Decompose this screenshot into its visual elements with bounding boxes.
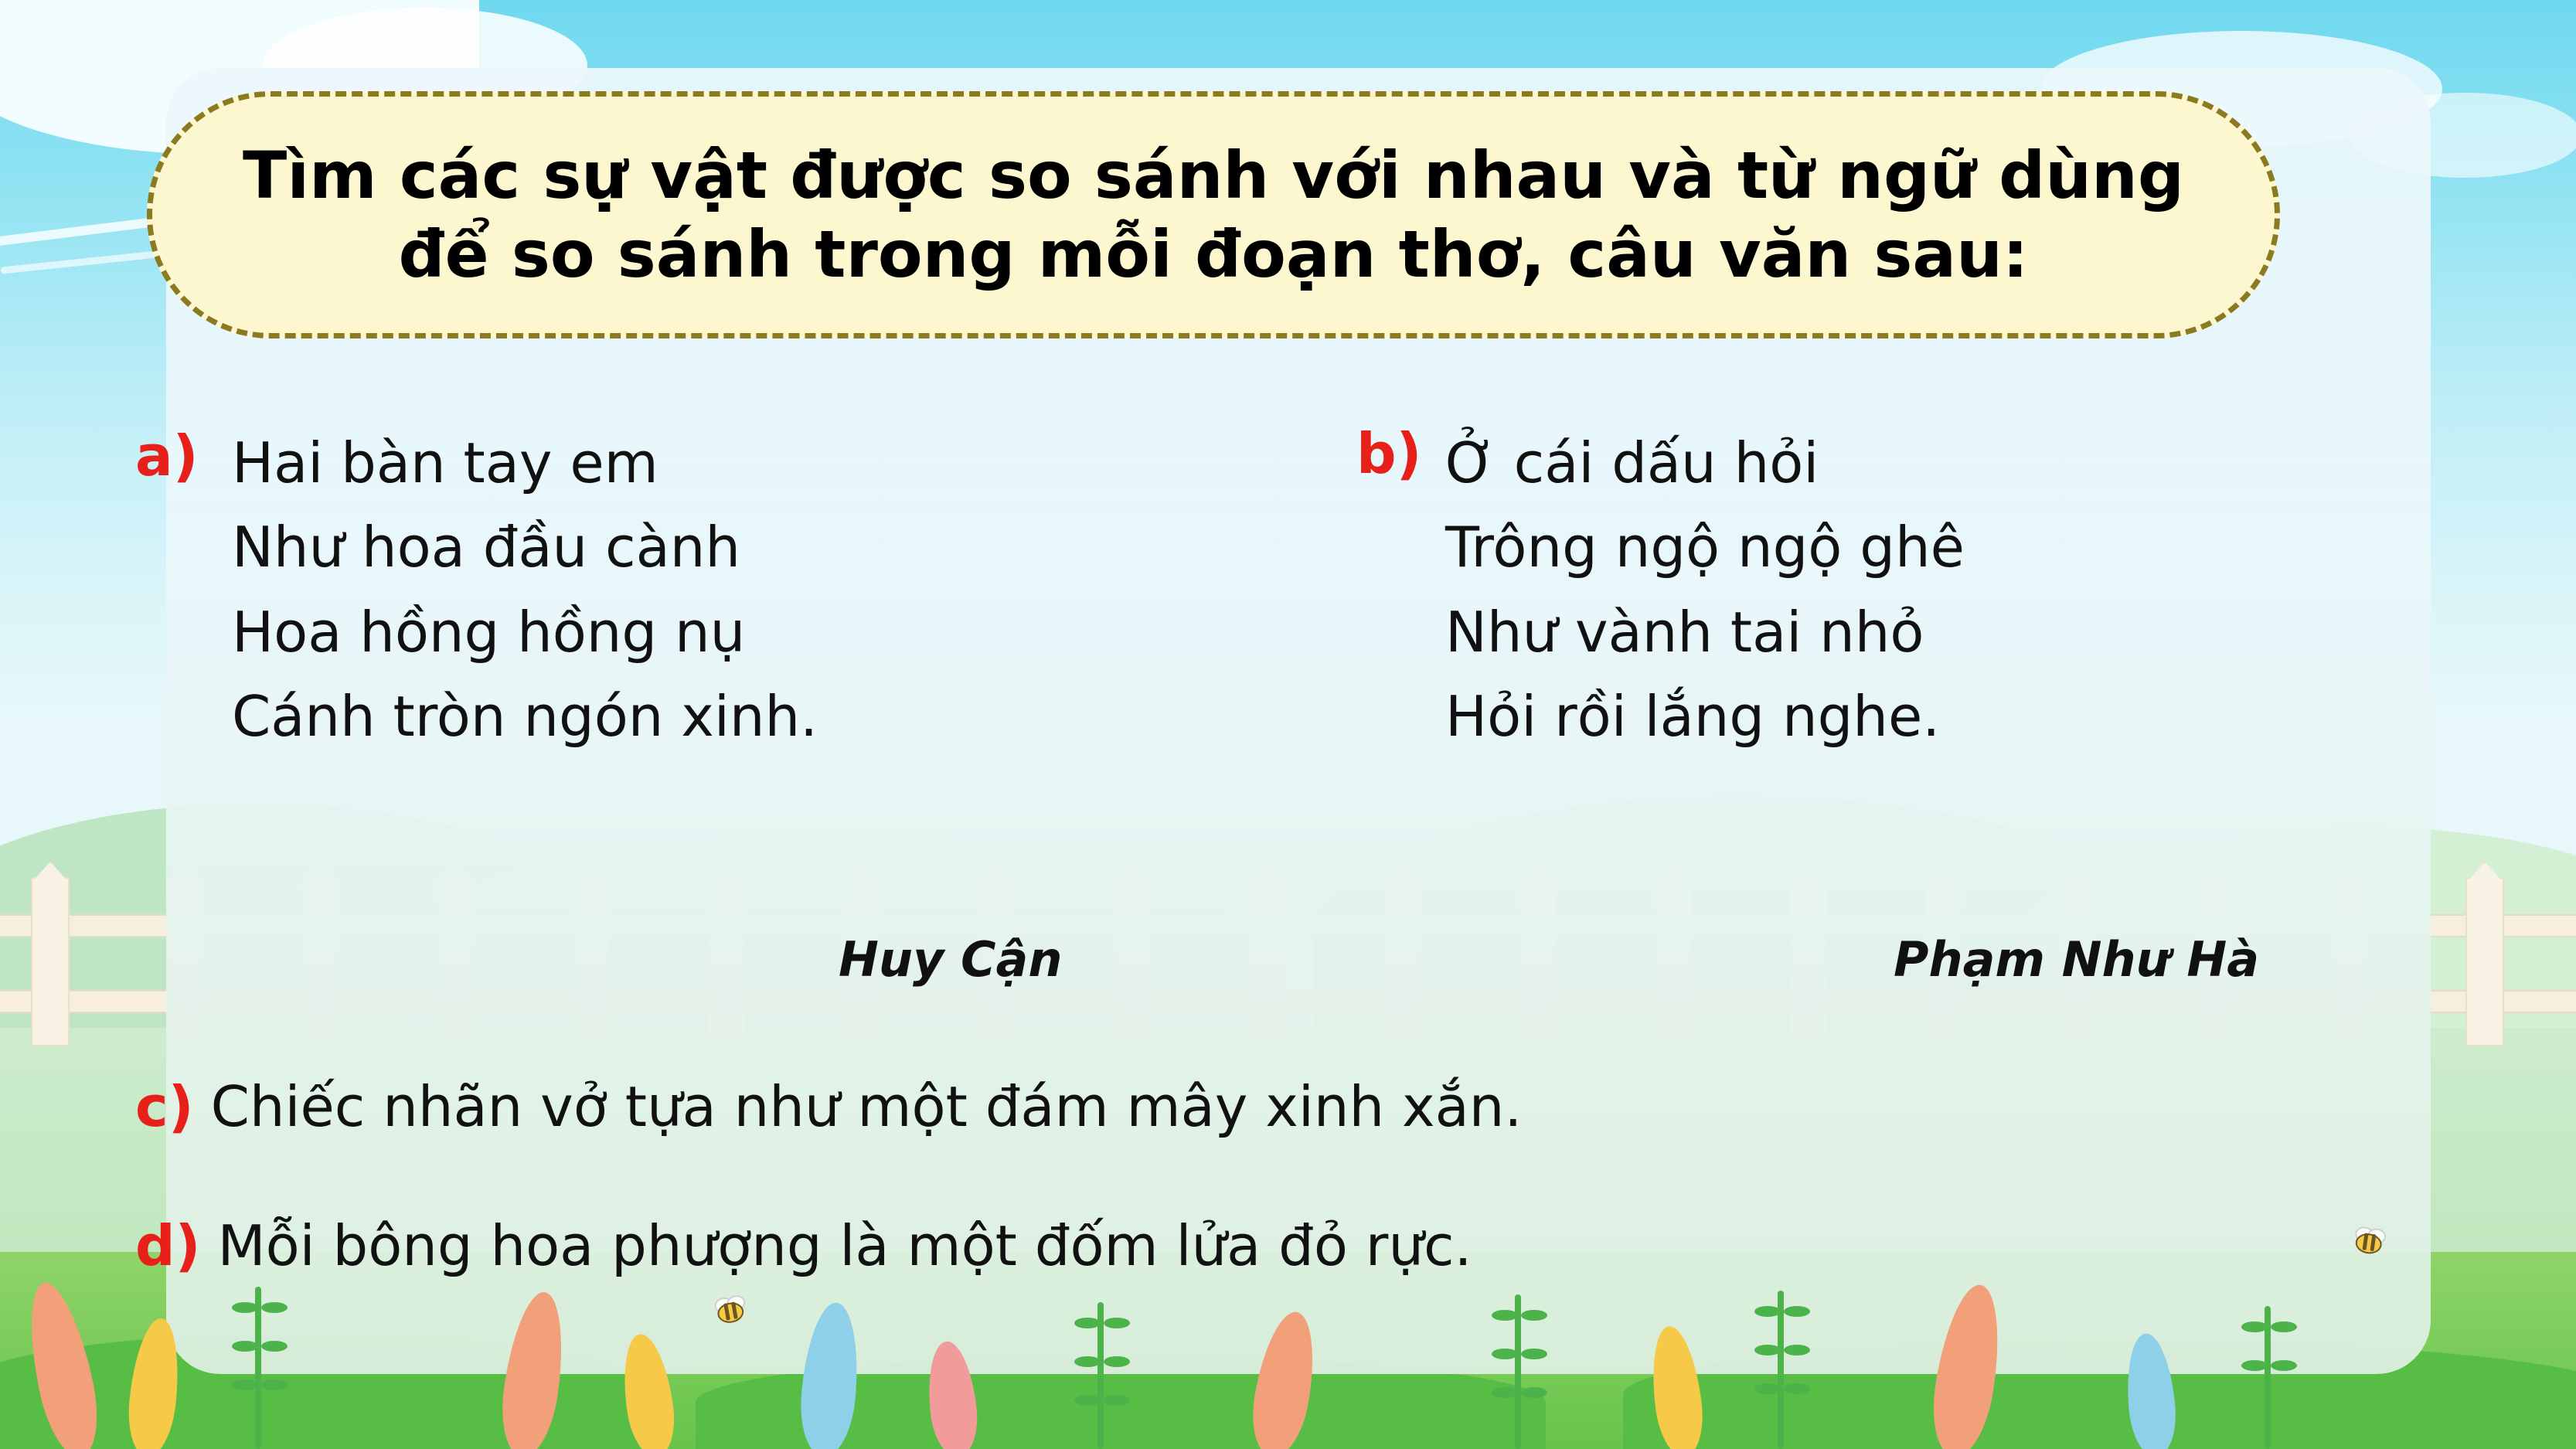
poem-a-line-1: Hai bàn tay em	[232, 430, 658, 495]
item-label-a: a)	[135, 423, 199, 488]
title-bubble	[147, 91, 2280, 338]
frond-decoration	[255, 1287, 261, 1449]
fence-picket	[2465, 877, 2504, 1046]
page-title: Tìm các sự vật được so sánh với nhau và từ ngữ dùng để so sánh trong mỗi đoạn thơ, câu văn sau:	[243, 137, 2184, 292]
frond-decoration	[1097, 1302, 1104, 1449]
poem-b-line-3: Như vành tai nhỏ	[1445, 599, 1924, 665]
sentence-c	[135, 1074, 1522, 1139]
sentence-d-text: Mỗi bông hoa phượng là một đốm lửa đỏ rực.	[217, 1213, 1472, 1278]
poem-a-line-4: Cánh tròn ngón xinh.	[232, 684, 818, 750]
fence-picket	[31, 877, 70, 1046]
bee-icon	[2348, 1226, 2387, 1257]
item-label-c: c)	[135, 1074, 194, 1139]
poem-b-line-2: Trông ngộ ngộ ghê	[1445, 515, 1965, 580]
frond-decoration	[1778, 1291, 1784, 1449]
frond-decoration	[1515, 1294, 1521, 1449]
poem-b-line-4: Hỏi rồi lắng nghe.	[1445, 684, 1941, 750]
item-label-b: b)	[1356, 421, 1422, 486]
poem-a-line-2: Như hoa đầu cành	[232, 515, 741, 580]
poem-b	[1445, 421, 2373, 760]
poem-a	[232, 421, 1159, 760]
frond-decoration	[2265, 1306, 2271, 1449]
poem-a-line-3: Hoa hồng hồng nụ	[232, 599, 746, 665]
poem-b-line-1: Ở cái dấu hỏi	[1445, 430, 1819, 495]
sentence-d	[135, 1213, 1472, 1278]
sentence-c-text: Chiếc nhãn vở tựa như một đám mây xinh xắn.	[210, 1074, 1523, 1139]
poem-a-author: Huy Cận	[839, 931, 1063, 988]
item-label-d: d)	[135, 1213, 201, 1278]
poem-b-author: Phạm Như Hà	[1894, 931, 2260, 988]
